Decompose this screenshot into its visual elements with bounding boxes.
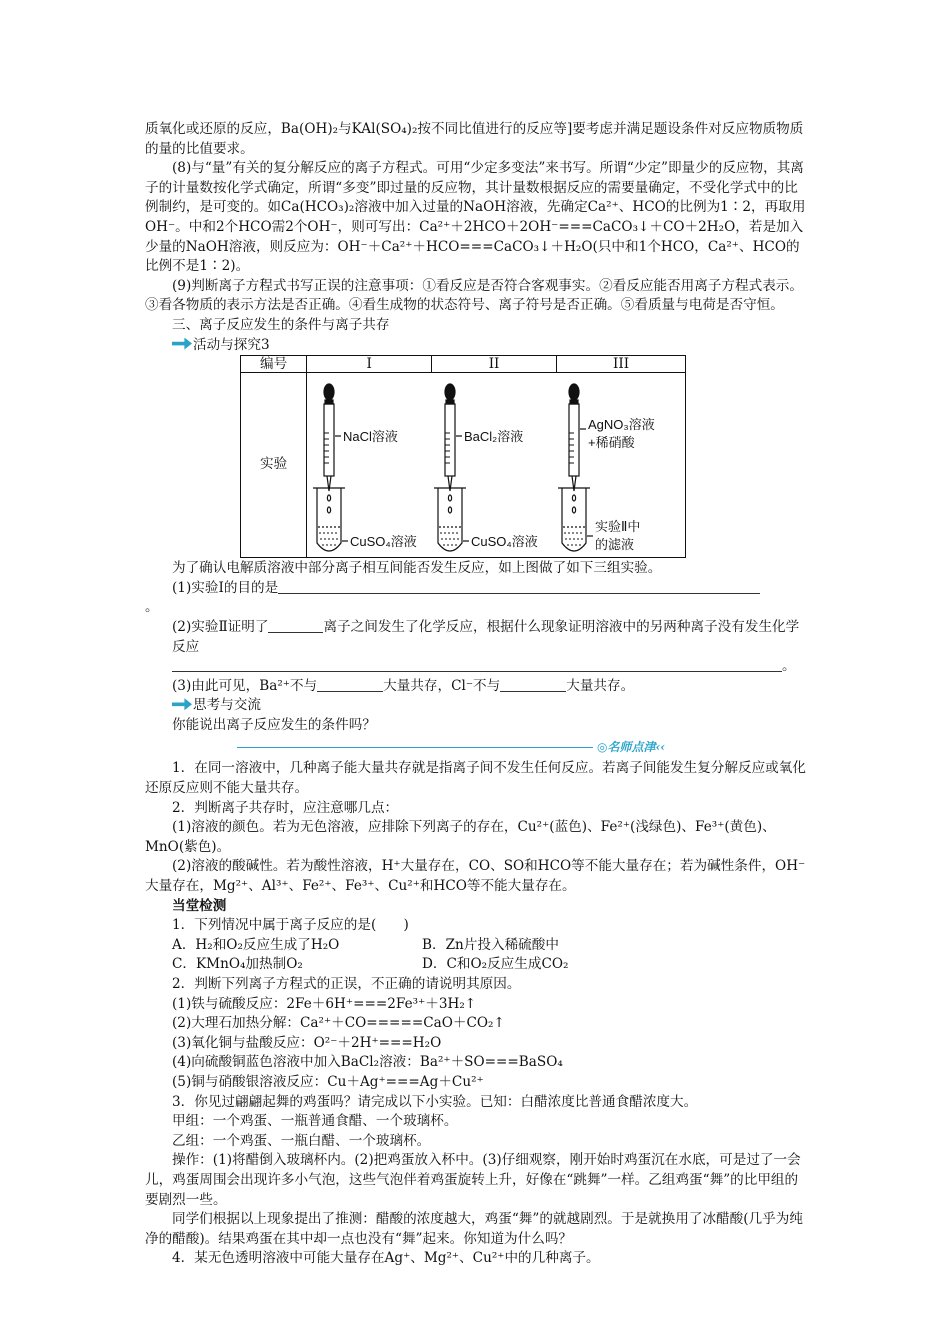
- think-label: 思考与交流: [193, 697, 261, 714]
- question-1-end: 。: [145, 599, 159, 616]
- liquid-fill-2: [440, 533, 460, 545]
- dropper-ticks-2: [445, 433, 450, 463]
- question-3: [145, 677, 810, 697]
- dropper-neck-3: [570, 400, 578, 404]
- dropper-ticks-1: [324, 433, 329, 463]
- tube-label-2: CuSO₄溶液: [471, 534, 538, 550]
- section-title: 三、离子反应发生的条件与离子共存: [172, 316, 390, 333]
- drop-1: [328, 495, 331, 501]
- dropper-tube-3: [569, 404, 579, 476]
- tips-badge-text: 名师点津: [607, 740, 656, 755]
- tube-label-1: CuSO₄溶液: [350, 534, 417, 550]
- table-header-row: [241, 356, 686, 373]
- paragraph-top-2: (8)与“量”有关的复分解反应的离子方程式。可用“少定多变法”来书写。所谓“少定”即量少的反应物，其离子的计量数按化学式确定，所谓“多变”即过量的反应物，其计量数根据反应的需要量确定，不受化学式中的比例制约，是可变的。如Ca(HCO₃)₂溶液中加入过量的NaOH溶液，先确定Ca²⁺、HCO的比例为1∶2，再取用OH⁻。中和2个HCO需2个OH⁻，则可写出：Ca²⁺＋2HCO＋2OH⁻===CaCO₃↓＋CO＋2H₂O，若是加入少量的NaOH溶液，则反应为：OH⁻＋Ca²⁺＋HCO===CaCO₃↓＋H₂O(只中和1个HCO，Ca²⁺、HCO的比例不是1∶2)。: [145, 160, 806, 275]
- drop-6: [573, 507, 576, 513]
- dropper-label-3a: AgNO₃溶液: [588, 417, 655, 433]
- note-1: 1．在同一溶液中，几种离子能大量共存就是指离子间不发生任何反应。若离子间能发生复分解反应或氧化还原反应则不能大量共存。: [145, 760, 806, 797]
- table-header-label: 编号: [241, 356, 307, 373]
- dropper-bulb-1: [324, 384, 334, 400]
- table-col-3: III: [557, 356, 686, 373]
- answer-blank-4[interactable]: [317, 678, 383, 692]
- drop-5: [573, 495, 576, 501]
- answer-blank-2[interactable]: [268, 619, 323, 633]
- options-row-2: [145, 955, 810, 975]
- question-1-text: (1)实验Ⅰ的目的是: [172, 579, 279, 596]
- option-c: C．KMnO₄加热制O₂: [172, 956, 303, 973]
- q2-item-4: (4)向硫酸铜蓝色溶液中加入BaCl₂溶液：Ba²⁺＋SO===BaSO₄: [172, 1054, 563, 1071]
- q2-item-2: (2)大理石加热分解：Ca²⁺＋CO=====CaO＋CO₂↑: [172, 1015, 505, 1032]
- test-tube-2: [438, 488, 462, 551]
- option-d: D．C和O₂反应生成CO₂: [422, 956, 569, 973]
- question-2-text-a: (2)实验Ⅱ证明了: [172, 618, 269, 635]
- question-3-text-a: (3)由此可见，Ba²⁺不与: [172, 677, 318, 694]
- q2-item-1: (1)铁与硫酸反应：2Fe＋6H⁺===2Fe³⁺＋3H₂↑: [172, 995, 477, 1012]
- dropper-tip-3: [572, 476, 576, 491]
- question-3-text-b: 大量共存，Cl⁻不与: [383, 677, 501, 694]
- question-2-text-b: 离子之间发生了化学反应，根据什么现象证明溶液中的另两种离子没有发生化学反应: [172, 618, 800, 655]
- drop-3: [449, 495, 452, 501]
- dropper-tube-1: [324, 404, 334, 476]
- operation-text: 操作：(1)将醋倒入玻璃杯内。(2)把鸡蛋放入杯中。(3)仔细观察，刚开始时鸡蛋沉在水底，可是过了一会儿，鸡蛋周围会出现许多小气泡，这些气泡伴着鸡蛋旋转上升，好像在“跳舞”一样。乙组鸡蛋“舞”的比甲组的要剧烈一些。: [145, 1152, 801, 1208]
- note-4: (2)溶液的酸碱性。若为酸性溶液，H⁺大量存在，CO、SO和HCO等不能大量存在；若为碱性条件，OH⁻大量存在，Mg²⁺、Al³⁺、Fe²⁺、Fe³⁺、Cu²⁺和HCO等不能大量存在。: [145, 858, 806, 895]
- apparatus-2: [434, 384, 469, 551]
- experiment-diagram-cell: [307, 373, 686, 558]
- arrow-icon: [172, 338, 192, 350]
- drop-2: [328, 507, 331, 513]
- apparatus-3: [558, 384, 593, 551]
- question-2-end: 。: [782, 658, 796, 675]
- question-1: [145, 579, 810, 599]
- question-2: [145, 618, 810, 657]
- question-3-text-c: 大量共存。: [566, 677, 635, 694]
- liquid-fill-1: [319, 533, 339, 545]
- test-title: 当堂检测: [172, 897, 227, 914]
- group-b: 乙组：一个鸡蛋、一瓶白醋、一个玻璃杯。: [172, 1132, 431, 1149]
- q2-item-5: (5)铜与硝酸银溶液反应：Cu＋Ag⁺===Ag＋Cu²⁺: [172, 1073, 484, 1090]
- paragraph-top-3: (9)判断离子方程式书写正误的注意事项：①看反应是否符合客观事实。②看反应能否用离子方程式表示。③看各物质的表示方法是否正确。④看生成物的状态符号、离子符号是否正确。⑤看质量与电荷是否守恒。: [145, 277, 803, 314]
- arrow-icon: [172, 698, 192, 710]
- paragraph-top-1: 质氧化或还原的反应，Ba(OH)₂与KAl(SO₄)₂按不同比值进行的反应等]要考虑并满足题设条件对反应物质物质的量的比值要求。: [145, 121, 804, 157]
- experiment-table: [240, 355, 686, 558]
- test-question-4: 4．某无色透明溶液中可能大量存在Ag⁺、Mg²⁺、Cu²⁺中的几种离子。: [172, 1250, 600, 1267]
- table-row-label: 实验: [241, 373, 307, 558]
- test-question-2: 2．判断下列离子方程式的正误，不正确的请说明其原因。: [172, 976, 521, 992]
- q2-item-3: (3)氧化铜与盐酸反应：O²⁻＋2H⁺===H₂O: [172, 1034, 442, 1051]
- table-col-2: II: [432, 356, 557, 373]
- apparatus-1: [313, 384, 348, 551]
- dropper-tip-1: [327, 476, 331, 491]
- dropper-tube-2: [445, 404, 455, 476]
- dropper-bulb-3: [569, 384, 579, 400]
- dropper-neck-1: [325, 400, 333, 404]
- dropper-label-1: NaCl溶液: [343, 429, 399, 445]
- dropper-neck-2: [446, 400, 454, 404]
- answer-blank-5[interactable]: [500, 678, 566, 692]
- tips-badge: ◎名师点津‹‹: [597, 740, 666, 755]
- think-heading: [145, 696, 810, 716]
- note-3: (1)溶液的颜色。若为无色溶液，应排除下列离子的存在，Cu²⁺(蓝色)、Fe²⁺(浅绿色)、Fe³⁺(黄色)、MnO(紫色)。: [145, 819, 776, 855]
- dropper-label-2: BaCl₂溶液: [464, 429, 524, 445]
- divider-line: [237, 747, 593, 748]
- activity-label: 活动与探究3: [193, 336, 270, 353]
- test-question-1: 1．下列情况中属于离子反应的是( ): [172, 917, 409, 934]
- answer-blank-3[interactable]: [172, 658, 782, 672]
- answer-blank-1[interactable]: [278, 580, 760, 594]
- inference-text: 同学们根据以上现象提出了推测：醋酸的浓度越大，鸡蛋“舞”的就越剧烈。于是就换用了冰醋酸(几乎为纯净的醋酸)。结果鸡蛋在其中却一点也没有“舞”起来。你知道为什么吗？: [145, 1211, 803, 1247]
- test-tube-1: [317, 488, 341, 551]
- table-col-1: I: [307, 356, 432, 373]
- group-a: 甲组：一个鸡蛋、一瓶普通食醋、一个玻璃杯。: [172, 1113, 458, 1130]
- activity-heading: [145, 336, 810, 356]
- question-2-blank-line: [145, 657, 810, 677]
- tube-label-3a: 实验Ⅱ中: [595, 519, 641, 535]
- dropper-ticks-3: [569, 433, 574, 463]
- option-b: B．Zn片投入稀硫酸中: [422, 936, 559, 953]
- experiment-intro: 为了确认电解质溶液中部分离子相互间能否发生反应，如上图做了如下三组实验。: [172, 560, 662, 577]
- option-a: A．H₂和O₂反应生成了H₂O: [172, 936, 340, 953]
- options-row-1: [145, 936, 810, 956]
- table-experiment-row: [241, 373, 686, 558]
- tube-label-3b: 的滤液: [595, 537, 635, 553]
- test-question-3: 3．你见过翩翩起舞的鸡蛋吗？请完成以下小实验。已知：白醋浓度比普通食醋浓度大。: [172, 1093, 698, 1110]
- dropper-label-3b: +稀硝酸: [588, 435, 635, 451]
- dropper-bulb-2: [445, 384, 455, 400]
- dropper-tip-2: [448, 476, 452, 491]
- liquid-fill-3: [564, 533, 584, 545]
- think-question: 你能说出离子反应发生的条件吗？: [172, 716, 376, 733]
- tips-divider: [145, 737, 810, 759]
- experiment-diagram: [307, 373, 683, 557]
- drop-4: [449, 507, 452, 513]
- test-tube-3: [562, 488, 586, 551]
- document-page: [145, 120, 810, 1269]
- note-2: 2．判断离子共存时，应注意哪几点：: [172, 799, 399, 816]
